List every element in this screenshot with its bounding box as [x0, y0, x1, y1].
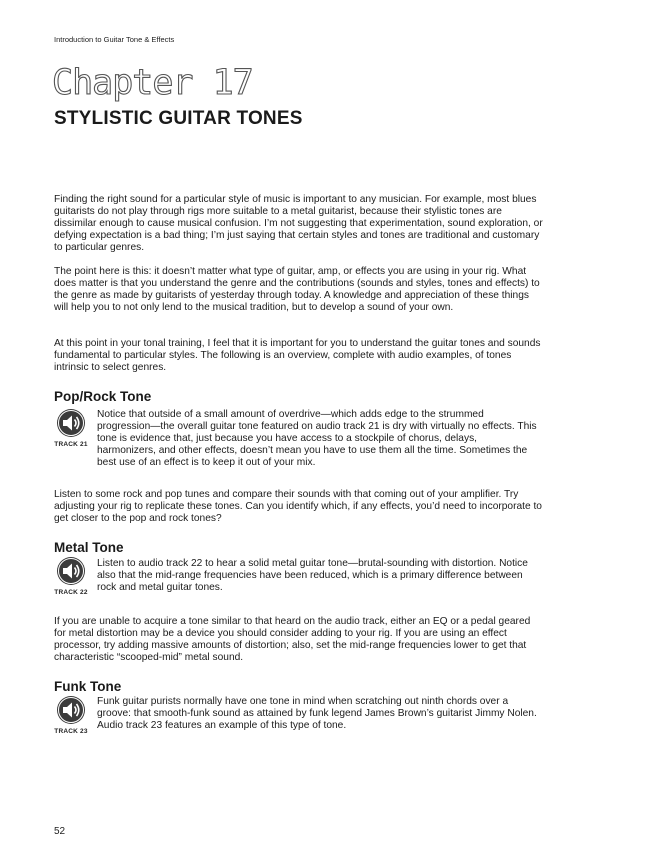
intro-paragraph-3: At this point in your tonal training, I feel that it is important for you to understand the guitar tones and sounds fundamental to particular styles. The following is an overview, complete with audio examples, of tones intrinsic to select genres. [54, 338, 541, 373]
speaker-icon [56, 408, 86, 438]
chapter-title: STYLISTIC GUITAR TONES [54, 108, 303, 129]
track-22-description: Listen to audio track 22 to hear a solid metal guitar tone—brutal-sounding with distortion. Notice also that the mid-range frequencies have been reduced, which is a primary difference between rock and metal guitar tones. [97, 558, 528, 593]
intro-paragraph-2: The point here is this: it doesn’t matter what type of guitar, amp, or effects you are using in your rig. What does matter is that you understand the genre and the contributions (sounds and styles, tones and effects) to the genre as made by guitarists of yesterday through today. A knowledge and appreciation of these things will help you to not only lend to the musical tradition, but to develop a sound of your own. [54, 266, 540, 313]
section-heading-funk: Funk Tone [54, 679, 122, 694]
track-21-description: Notice that outside of a small amount of overdrive—which adds edge to the strummed progression—the overall guitar tone featured on audio track 21 is dry with virtually no effects. This tone is evidence that, just because you have access to a stockpile of chorus, delays, harmonizers, and other effects, doesn’t mean you have to use them all the time. Sometimes the best use of an effect is to keep it out of your mix. [97, 409, 537, 468]
pop-rock-paragraph: Listen to some rock and pop tunes and compare their sounds with that coming out of your amplifier. Try adjusting your rig to replicate these tones. Can you identify which, if any effects, you’d need to incorporate to get closer to the pop and rock tones? [54, 489, 542, 524]
running-header: Introduction to Guitar Tone & Effects [54, 35, 175, 44]
metal-paragraph: If you are unable to acquire a tone similar to that heard on the audio track, either an EQ or a pedal geared for metal distortion may be a device you should consider adding to your rig. If you are using an effect processor, try adding massive amounts of distortion; also, set the mid-range frequencies lower to get that characteristic “scooped-mid” metal sound. [54, 616, 531, 663]
section-heading-metal: Metal Tone [54, 540, 124, 555]
track-23-description: Funk guitar purists normally have one tone in mind when scratching out ninth chords over a groove: that smooth-funk sound as attained by funk legend James Brown’s guitarist Jimmy Nolen. Audio track 23 features an example of this type of tone. [97, 696, 537, 731]
chapter-number: Chapter 17 [52, 63, 253, 103]
intro-paragraph-1: Finding the right sound for a particular style of music is important to any musician. For example, most blues guitarists do not play through rigs more suitable to a metal guitarist, because their stylistic tones are dissimilar enough to cause musical confusion. I’m not suggesting that experimentation, sound exploration, or defying expectation is a bad thing; I’m just saying that certain styles and tones are traditional and customary to particular genres. [54, 194, 543, 253]
track-label: TRACK 22 [54, 589, 88, 596]
track-label: TRACK 23 [54, 728, 88, 735]
track-23-marker [54, 695, 88, 735]
section-heading-pop-rock: Pop/Rock Tone [54, 389, 152, 404]
track-label: TRACK 21 [54, 441, 88, 448]
page-number: 52 [54, 826, 66, 837]
track-21-marker [54, 408, 88, 448]
speaker-icon [56, 695, 86, 725]
track-22-marker [54, 556, 88, 596]
speaker-icon [56, 556, 86, 586]
